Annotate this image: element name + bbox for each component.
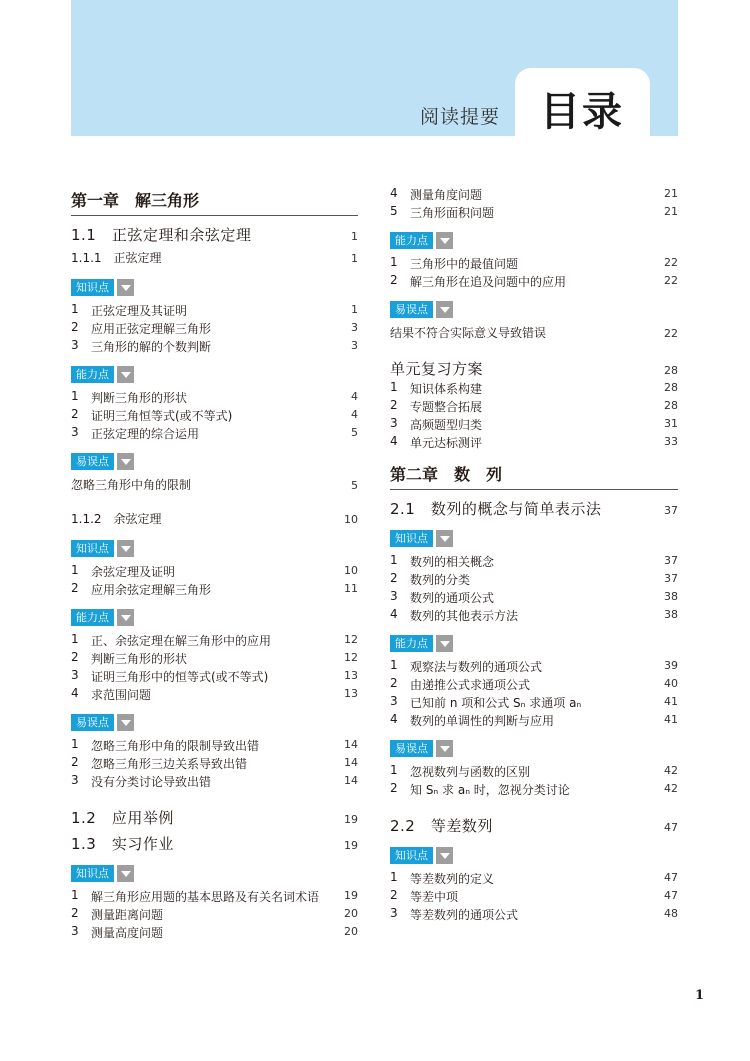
subsection-heading[interactable] — [71, 249, 358, 269]
page-ref: 47 — [664, 871, 678, 884]
toc-entry[interactable] — [71, 668, 358, 686]
entry-title: 解三角形应用题的基本思路及有关名词术语 — [91, 890, 320, 904]
toc-entry[interactable] — [390, 607, 678, 625]
toc-entry[interactable] — [390, 416, 678, 434]
entry-number: 2 — [390, 781, 398, 795]
triangle-down-icon — [117, 279, 134, 296]
entry-title: 知识体系构建 — [410, 382, 483, 396]
entry-number: 1 — [390, 870, 398, 884]
page-ref: 1 — [351, 303, 358, 316]
entry-title: 1.2 应用举例 — [71, 809, 174, 827]
entry-title: 已知前 n 项和公式 Sₙ 求通项 aₙ — [410, 696, 582, 710]
entry-number: 4 — [390, 434, 398, 448]
entry-number: 3 — [71, 924, 79, 938]
entry-number: 1 — [71, 302, 79, 316]
page-ref: 42 — [664, 764, 678, 777]
entry-title: 判断三角形的形状 — [91, 652, 188, 666]
toc-entry[interactable] — [71, 906, 358, 924]
chapter-heading: 第二章 数 列 — [390, 462, 678, 490]
entry-number: 2 — [390, 888, 398, 902]
entry-title: 2.2 等差数列 — [390, 817, 493, 835]
page-ref: 39 — [664, 659, 678, 672]
toc-entry[interactable] — [390, 571, 678, 589]
toc-entry[interactable] — [390, 186, 678, 204]
category-tag-label: 能力点 — [390, 635, 433, 652]
entry-title: 等差数列的通项公式 — [410, 908, 519, 922]
entry-title: 应用正弦定理解三角形 — [91, 322, 212, 336]
toc-entry[interactable] — [390, 398, 678, 416]
triangle-down-icon — [117, 453, 134, 470]
entry-number: 2 — [71, 407, 79, 421]
entry-number: 2 — [390, 571, 398, 585]
category-tag-label: 知识点 — [71, 865, 114, 882]
page-ref: 19 — [344, 889, 358, 902]
category-tag — [71, 366, 358, 383]
section-heading[interactable] — [390, 498, 678, 520]
entry-title: 数列的单调性的判断与应用 — [410, 714, 555, 728]
entry-number: 2 — [71, 755, 79, 769]
entry-number: 4 — [71, 686, 79, 700]
page-ref: 14 — [344, 738, 358, 751]
entry-number: 2 — [71, 581, 79, 595]
toc-entry[interactable] — [390, 324, 678, 342]
page-ref: 41 — [664, 713, 678, 726]
page-ref: 12 — [344, 651, 358, 664]
toc-entry[interactable] — [71, 320, 358, 338]
toc-entry[interactable] — [71, 407, 358, 425]
contents-title: 目录 — [540, 89, 624, 135]
entry-title: 1.1.2 余弦定理 — [71, 512, 162, 526]
entry-number: 4 — [390, 186, 398, 200]
entry-number: 3 — [71, 668, 79, 682]
category-tag — [390, 530, 678, 547]
entry-title: 知 Sₙ 求 aₙ 时，忽视分类讨论 — [410, 783, 570, 797]
toc-entry[interactable] — [390, 204, 678, 222]
entry-number: 1 — [71, 389, 79, 403]
page-ref: 13 — [344, 687, 358, 700]
toc-entry[interactable] — [390, 380, 678, 398]
category-tag-label: 易误点 — [71, 453, 114, 470]
category-tag-label: 知识点 — [71, 540, 114, 557]
page-number: 1 — [695, 988, 705, 1003]
entry-title: 三角形面积问题 — [410, 206, 495, 220]
section-heading[interactable] — [71, 807, 358, 829]
toc-right-column — [390, 186, 678, 924]
page-ref: 3 — [351, 321, 358, 334]
entry-title: 测量高度问题 — [91, 926, 164, 940]
entry-title: 数列的相关概念 — [410, 555, 495, 569]
toc-entry[interactable] — [390, 712, 678, 730]
toc-entry[interactable] — [390, 763, 678, 781]
entry-title: 证明三角形中的恒等式(或不等式) — [91, 670, 269, 684]
triangle-down-icon — [436, 301, 453, 318]
entry-number: 1 — [71, 737, 79, 751]
category-tag — [71, 609, 358, 626]
category-tag — [390, 847, 678, 864]
entry-title: 专题整合拓展 — [410, 400, 483, 414]
page-ref: 22 — [664, 327, 678, 340]
entry-number: 4 — [390, 607, 398, 621]
page-ref: 37 — [664, 572, 678, 585]
toc-entry[interactable] — [390, 694, 678, 712]
page-ref: 20 — [344, 925, 358, 938]
entry-title: 忽略三角形三边关系导致出错 — [91, 757, 248, 771]
page-ref: 40 — [664, 677, 678, 690]
triangle-down-icon — [117, 865, 134, 882]
page-ref: 48 — [664, 907, 678, 920]
entry-title: 1.3 实习作业 — [71, 835, 174, 853]
page-ref: 47 — [664, 889, 678, 902]
entry-title: 结果不符合实际意义导致错误 — [390, 326, 547, 340]
entry-number: 1 — [390, 658, 398, 672]
category-tag — [71, 714, 358, 731]
triangle-down-icon — [436, 530, 453, 547]
toc-entry[interactable] — [71, 476, 358, 494]
entry-number: 3 — [390, 694, 398, 708]
entry-title: 正弦定理的综合运用 — [91, 427, 200, 441]
page-ref: 37 — [664, 504, 678, 517]
page-ref: 14 — [344, 774, 358, 787]
toc-entry[interactable] — [71, 650, 358, 668]
triangle-down-icon — [436, 232, 453, 249]
page-ref: 20 — [344, 907, 358, 920]
entry-title: 2.1 数列的概念与简单表示法 — [390, 500, 602, 518]
category-tag-label: 易误点 — [71, 714, 114, 731]
entry-number: 5 — [390, 204, 398, 218]
page-ref: 33 — [664, 435, 678, 448]
toc-entry[interactable] — [390, 255, 678, 273]
triangle-down-icon — [436, 635, 453, 652]
page-ref: 5 — [351, 426, 358, 439]
entry-title: 数列的其他表示方法 — [410, 609, 519, 623]
page-ref: 14 — [344, 756, 358, 769]
page-ref: 28 — [664, 364, 678, 377]
entry-number: 2 — [390, 273, 398, 287]
category-tag-label: 能力点 — [71, 366, 114, 383]
entry-title: 余弦定理及证明 — [91, 565, 176, 579]
entry-title: 1.1 正弦定理和余弦定理 — [71, 226, 252, 244]
page-ref: 1 — [351, 230, 358, 243]
entry-title: 证明三角恒等式(或不等式) — [91, 409, 233, 423]
entry-title: 观察法与数列的通项公式 — [410, 660, 543, 674]
entry-title: 1.1.1 正弦定理 — [71, 251, 162, 265]
page-ref: 4 — [351, 408, 358, 421]
entry-number: 3 — [390, 589, 398, 603]
toc-entry[interactable] — [390, 553, 678, 571]
toc-entry[interactable] — [71, 773, 358, 791]
toc-entry[interactable] — [71, 302, 358, 320]
triangle-down-icon — [117, 609, 134, 626]
category-tag — [71, 453, 358, 470]
toc-entry[interactable] — [390, 781, 678, 799]
entry-title: 正、余弦定理在解三角形中的应用 — [91, 634, 272, 648]
toc-entry[interactable] — [390, 676, 678, 694]
page-ref: 1 — [351, 252, 358, 265]
page-ref: 31 — [664, 417, 678, 430]
entry-number: 3 — [390, 906, 398, 920]
triangle-down-icon — [117, 714, 134, 731]
entry-number: 1 — [390, 255, 398, 269]
category-tag — [71, 279, 358, 296]
category-tag-label: 知识点 — [71, 279, 114, 296]
entry-number: 1 — [390, 553, 398, 567]
page-ref: 12 — [344, 633, 358, 646]
triangle-down-icon — [117, 366, 134, 383]
section-heading[interactable] — [71, 224, 358, 246]
toc-entry[interactable] — [71, 563, 358, 581]
toc-entry[interactable] — [71, 632, 358, 650]
entry-number: 2 — [390, 676, 398, 690]
triangle-down-icon — [436, 740, 453, 757]
category-tag — [390, 232, 678, 249]
reading-guide-label: 阅读提要 — [420, 106, 501, 128]
entry-number: 4 — [390, 712, 398, 726]
page-ref: 5 — [351, 479, 358, 492]
category-tag — [390, 301, 678, 318]
entry-title: 忽视数列与函数的区别 — [410, 765, 531, 779]
page-ref: 13 — [344, 669, 358, 682]
category-tag-label: 知识点 — [390, 847, 433, 864]
entry-title: 测量距离问题 — [91, 908, 164, 922]
section-heading[interactable] — [71, 833, 358, 855]
entry-number: 2 — [71, 906, 79, 920]
entry-title: 三角形的解的个数判断 — [91, 340, 212, 354]
category-tag — [390, 635, 678, 652]
entry-number: 3 — [71, 773, 79, 787]
category-tag-label: 知识点 — [390, 530, 433, 547]
entry-title: 正弦定理及其证明 — [91, 304, 188, 318]
toc-entry[interactable] — [71, 686, 358, 704]
page-ref: 28 — [664, 399, 678, 412]
page-ref: 19 — [344, 813, 358, 826]
category-tag-label: 能力点 — [390, 232, 433, 249]
entry-number: 3 — [390, 416, 398, 430]
toc-entry[interactable] — [390, 658, 678, 676]
entry-title: 单元复习方案 — [390, 360, 484, 378]
entry-title: 等差数列的定义 — [410, 872, 495, 886]
entry-title: 解三角形在追及问题中的应用 — [410, 275, 567, 289]
entry-number: 2 — [71, 650, 79, 664]
entry-number: 1 — [71, 632, 79, 646]
entry-title: 三角形中的最值问题 — [410, 257, 519, 271]
page-ref: 22 — [664, 274, 678, 287]
page-ref: 42 — [664, 782, 678, 795]
section-heading[interactable] — [390, 358, 678, 380]
chapter-heading: 第一章 解三角形 — [71, 188, 358, 216]
toc-entry[interactable] — [71, 581, 358, 599]
page-ref: 19 — [344, 839, 358, 852]
entry-title: 忽略三角形中角的限制 — [71, 478, 192, 492]
entry-title: 判断三角形的形状 — [91, 391, 188, 405]
page-ref: 41 — [664, 695, 678, 708]
page-ref: 21 — [664, 187, 678, 200]
entry-title: 单元达标测评 — [410, 436, 483, 450]
entry-title: 由递推公式求通项公式 — [410, 678, 531, 692]
toc-entry[interactable] — [390, 589, 678, 607]
entry-title: 数列的分类 — [410, 573, 471, 587]
toc-left-column — [71, 188, 358, 942]
page-ref: 10 — [344, 564, 358, 577]
category-tag-label: 易误点 — [390, 740, 433, 757]
toc-entry[interactable] — [71, 924, 358, 942]
triangle-down-icon — [117, 540, 134, 557]
entry-number: 1 — [71, 888, 79, 902]
category-tag — [390, 740, 678, 757]
toc-entry[interactable] — [390, 888, 678, 906]
toc-entry[interactable] — [390, 906, 678, 924]
entry-title: 测量角度问题 — [410, 188, 483, 202]
entry-title: 应用余弦定理解三角形 — [91, 583, 212, 597]
page-ref: 22 — [664, 256, 678, 269]
page-ref: 38 — [664, 608, 678, 621]
page-ref: 21 — [664, 205, 678, 218]
entry-number: 3 — [71, 338, 79, 352]
page-ref: 3 — [351, 339, 358, 352]
triangle-down-icon — [436, 847, 453, 864]
toc-entry[interactable] — [71, 755, 358, 773]
entry-number: 2 — [390, 398, 398, 412]
page-ref: 47 — [664, 821, 678, 834]
category-tag — [71, 865, 358, 882]
page-ref: 11 — [344, 582, 358, 595]
entry-number: 3 — [71, 425, 79, 439]
section-heading[interactable] — [390, 815, 678, 837]
entry-title: 等差中项 — [410, 890, 459, 904]
entry-title: 没有分类讨论导致出错 — [91, 775, 212, 789]
page-ref: 38 — [664, 590, 678, 603]
entry-number: 1 — [390, 380, 398, 394]
toc-entry[interactable] — [390, 434, 678, 452]
page-ref: 37 — [664, 554, 678, 567]
toc-entry[interactable] — [71, 737, 358, 755]
toc-entry[interactable] — [71, 425, 358, 443]
page-ref: 4 — [351, 390, 358, 403]
entry-number: 2 — [71, 320, 79, 334]
toc-entry[interactable] — [390, 273, 678, 291]
toc-entry[interactable] — [71, 389, 358, 407]
category-tag-label: 易误点 — [390, 301, 433, 318]
toc-entry[interactable] — [71, 338, 358, 356]
category-tag — [71, 540, 358, 557]
subsection-heading[interactable] — [71, 510, 358, 530]
category-tag-label: 能力点 — [71, 609, 114, 626]
entry-number: 1 — [71, 563, 79, 577]
entry-title: 忽略三角形中角的限制导致出错 — [91, 739, 260, 753]
toc-entry[interactable] — [390, 870, 678, 888]
page-ref: 10 — [344, 513, 358, 526]
entry-number: 1 — [390, 763, 398, 777]
entry-title: 数列的通项公式 — [410, 591, 495, 605]
page-ref: 28 — [664, 381, 678, 394]
entry-title: 高频题型归类 — [410, 418, 483, 432]
entry-title: 求范围问题 — [91, 688, 152, 702]
toc-entry[interactable] — [71, 888, 358, 906]
